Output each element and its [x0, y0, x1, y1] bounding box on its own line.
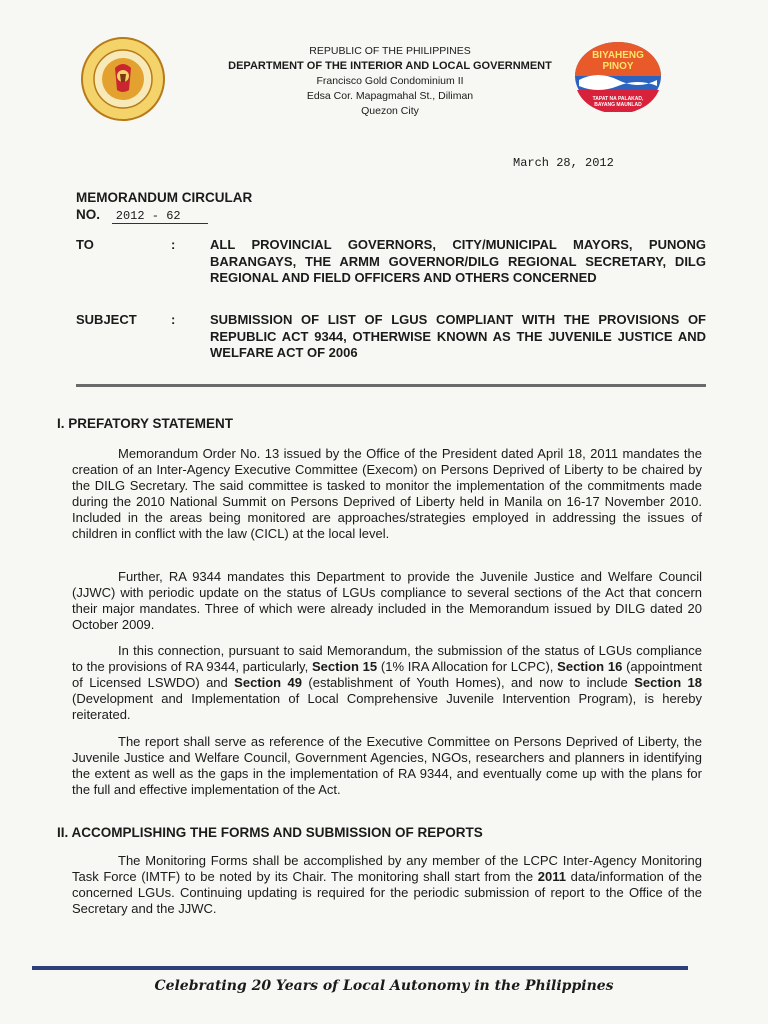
subject-colon: :	[171, 312, 176, 327]
paragraph-2: Further, RA 9344 mandates this Department to provide the Juvenile Justice and Welfare Council (JJWC) with periodic update on the status of LGUs compliance to several sections of the Act that concern their major mandates. Three of which were already included in the Memorandum issued by DILG dated 20 October 2009.	[72, 569, 702, 632]
letterhead-department: DEPARTMENT OF THE INTERIOR AND LOCAL GOVERNMENT	[228, 60, 552, 72]
memo-number-line	[76, 207, 208, 224]
footer-tagline: Celebrating 20 Years of Local Autonomy in the Philippines	[154, 978, 614, 994]
p5-text-c: data/information of the concerned LGUs. Continuing updating is required for the periodic submission of report to the Office of the Secretary and the JJWC.	[72, 869, 702, 916]
p3-text-e: (appointment of Licensed LSWDO) and	[72, 659, 702, 690]
p3-text-a: In this connection, pursuant to said Memorandum, the submission of the status of LGUs compliance to the provisions of RA 9344, particularly,	[72, 643, 702, 674]
to-colon: :	[171, 237, 176, 252]
footer-divider	[32, 966, 688, 970]
svg-text:TAPAT NA PALAKAD,: TAPAT NA PALAKAD,	[592, 96, 644, 102]
p3-text-c: (1% IRA Allocation for LCPC),	[377, 659, 558, 674]
paragraph-3	[72, 643, 702, 723]
biyaheng-pinoy-logo-icon	[573, 40, 663, 112]
letterhead	[200, 44, 580, 119]
section-2-heading: II. ACCOMPLISHING THE FORMS AND SUBMISSION OF REPORTS	[57, 825, 483, 840]
to-value: ALL PROVINCIAL GOVERNORS, CITY/MUNICIPAL MAYORS, PUNONG BARANGAYS, THE ARMM GOVERNOR/DILG REGIONAL SECRETARY, DILG REGIONAL AND FIELD OFFICERS AND OTHERS CONCERNED	[210, 237, 706, 285]
letterhead-street: Edsa Cor. Mapagmahal St., Diliman	[306, 90, 474, 102]
p3-text-i: (Development and Implementation of Local Comprehensive Juvenile Intervention Program), is hereby reiterated.	[72, 691, 702, 722]
svg-text:BIYAHENG: BIYAHENG	[592, 50, 644, 61]
p3-section-18: Section 18	[634, 675, 702, 690]
document-date: March 28, 2012	[513, 156, 614, 170]
header-divider	[76, 384, 706, 387]
p3-section-15: Section 15	[311, 659, 378, 674]
to-row	[76, 237, 706, 303]
memo-number-label: NO.	[76, 207, 101, 222]
paragraph-4: The report shall serve as reference of the Executive Committee on Persons Deprived of Liberty, the Juvenile Justice and Welfare Council, Government Agencies, NGOs, researchers and planners in identifying the extent as well as the gaps in the implementation of RA 9344, and eventually come up with the plans for the full and effective implementation of the Act.	[72, 734, 702, 797]
subject-value: SUBMISSION OF LIST OF LGUS COMPLIANT WITH THE PROVISIONS OF REPUBLIC ACT 9344, OTHERWISE KNOWN AS THE JUVENILE JUSTICE AND WELFARE ACT OF 2006	[210, 312, 706, 360]
to-label: TO	[76, 237, 94, 252]
p5-year: 2011	[537, 869, 566, 884]
subject-row	[76, 312, 706, 362]
dilg-seal-icon	[80, 36, 166, 122]
letterhead-city: Quezon City	[361, 105, 419, 117]
svg-text:BAYANG MAUNLAD: BAYANG MAUNLAD	[594, 102, 642, 108]
paragraph-5	[72, 853, 702, 917]
letterhead-republic: REPUBLIC OF THE PHILIPPINES	[309, 45, 471, 57]
letterhead-building: Francisco Gold Condominium II	[316, 75, 464, 87]
subject-label: SUBJECT	[76, 312, 137, 327]
section-1-heading: I. PREFATORY STATEMENT	[57, 416, 234, 431]
p3-text-g: (establishment of Youth Homes), and now to include	[301, 675, 635, 690]
p3-section-16: Section 16	[557, 659, 623, 674]
memo-number: 2012 - 62	[112, 209, 208, 224]
svg-text:PINOY: PINOY	[602, 61, 634, 72]
p5-text-a: The Monitoring Forms shall be accomplished by any member of the LCPC Inter-Agency Monitoring Task Force (IMTF) to be noted by its Chair. The monitoring shall start from the	[72, 853, 702, 884]
paragraph-1: Memorandum Order No. 13 issued by the Office of the President dated April 18, 2011 mandates the creation of an Inter-Agency Executive Committee (Execom) on Persons Deprived of Liberty to be chaired by the DILG Secretary. The said committee is tasked to monitor the implementation of the commitments made during the 2010 National Summit on Persons Deprived of Liberty held in Manila on 16-17 November 2010. Included in the areas being monitored are approaches/strategies employed in addressing the issues of children in conflict with the law (CICL) at the local level.	[72, 446, 702, 541]
memo-title: MEMORANDUM CIRCULAR	[76, 190, 253, 205]
p3-section-49: Section 49	[234, 675, 302, 690]
